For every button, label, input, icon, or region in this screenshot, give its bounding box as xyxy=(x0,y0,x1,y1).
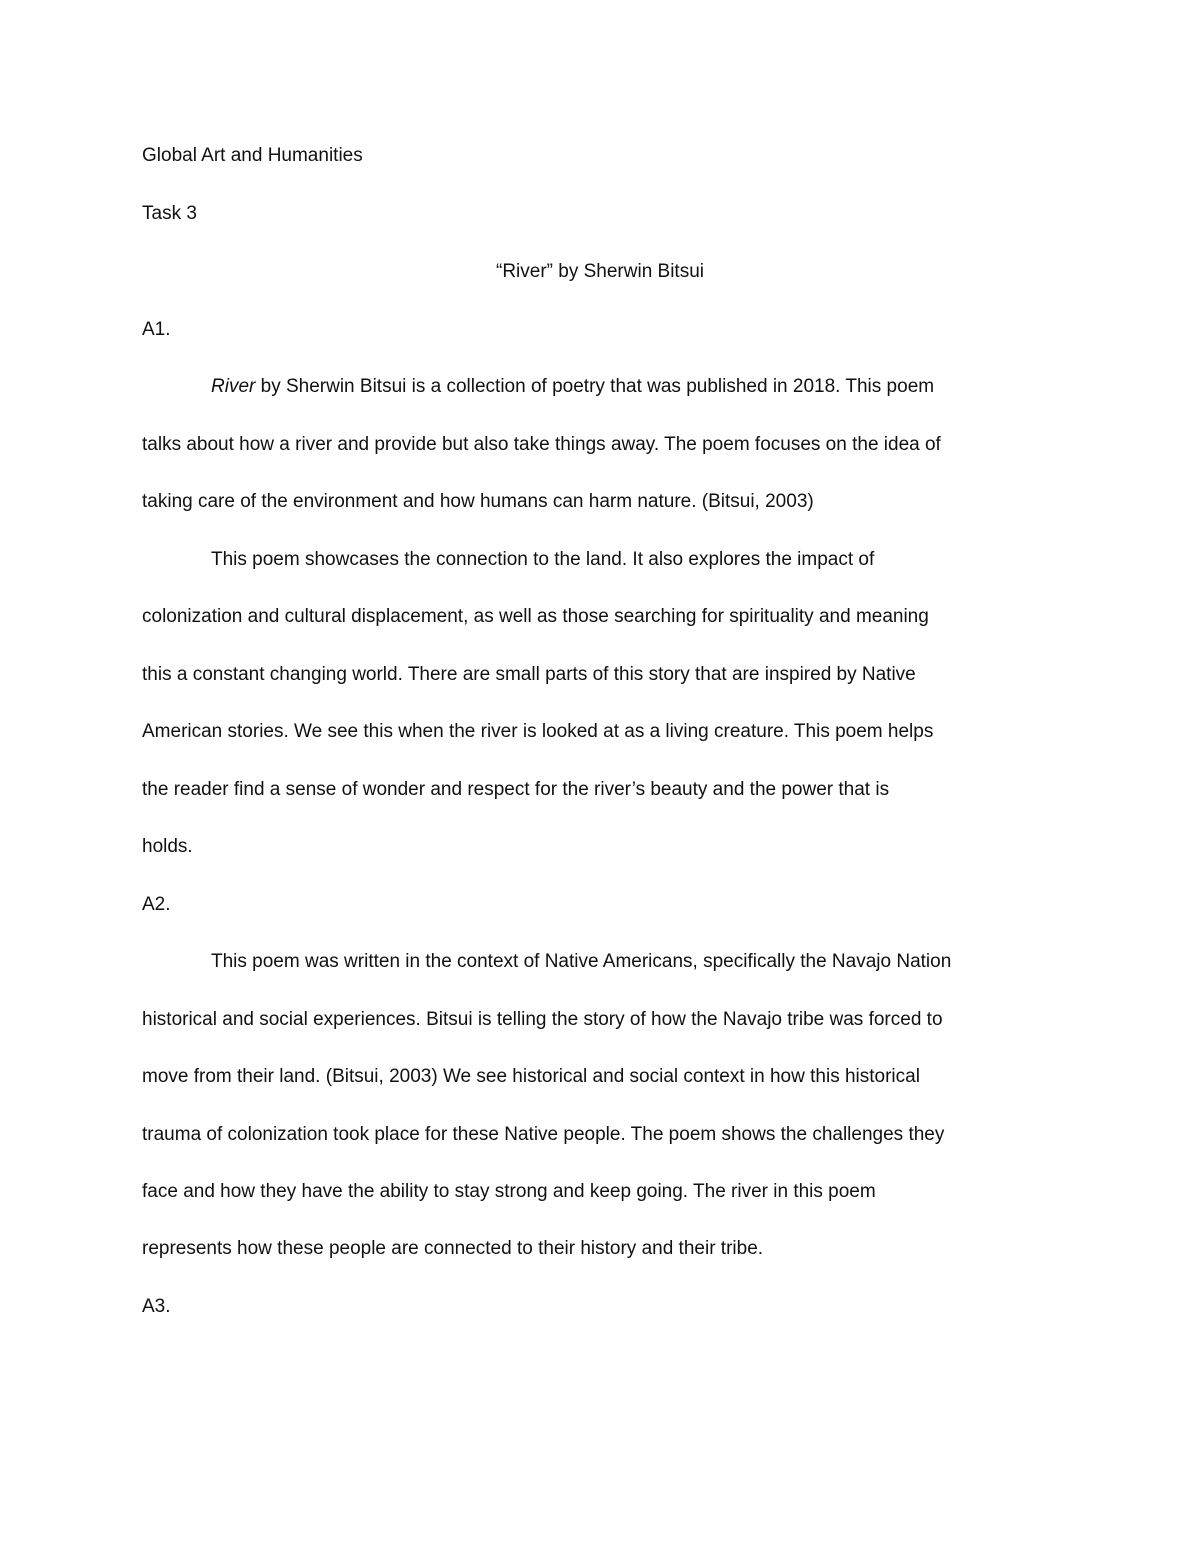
a1-paragraph2-line1: This poem showcases the connection to the land. It also explores the impact of xyxy=(211,549,875,570)
a1-paragraph2-line5: the reader find a sense of wonder and respect for the river’s beauty and the power that is xyxy=(142,779,890,800)
task-heading: Task 3 xyxy=(142,203,197,224)
a2-paragraph1-line1: This poem was written in the context of Native Americans, specifically the Navajo Nation xyxy=(211,951,952,972)
a1-paragraph2-line4: American stories. We see this when the river is looked at as a living creature. This poem helps xyxy=(142,721,934,742)
a1-p1-line1-text: by Sherwin Bitsui is a collection of poetry that was published in 2018. This poem xyxy=(255,376,935,397)
a2-paragraph1-line5: face and how they have the ability to stay strong and keep going. The river in this poem xyxy=(142,1181,876,1202)
poem-title-italic: River xyxy=(211,376,256,397)
a1-paragraph1-line1 xyxy=(211,375,934,399)
a2-paragraph1-line6: represents how these people are connected to their history and their tribe. xyxy=(142,1238,764,1259)
a1-paragraph2-line3: this a constant changing world. There are small parts of this story that are inspired by Native xyxy=(142,664,916,685)
a1-paragraph1-line2: talks about how a river and provide but also take things away. The poem focuses on the idea of xyxy=(142,434,941,455)
section-label-a1: A1. xyxy=(142,319,171,340)
a2-paragraph1-line4: trauma of colonization took place for these Native people. The poem shows the challenges they xyxy=(142,1124,945,1145)
a2-paragraph1-line2: historical and social experiences. Bitsui is telling the story of how the Navajo tribe was forced to xyxy=(142,1009,943,1030)
section-label-a3: A3. xyxy=(142,1296,171,1317)
a2-paragraph1-line3: move from their land. (Bitsui, 2003) We see historical and social context in how this historical xyxy=(142,1066,920,1087)
course-heading: Global Art and Humanities xyxy=(142,145,363,166)
a1-paragraph2-line6: holds. xyxy=(142,836,193,857)
a1-paragraph2-line2: colonization and cultural displacement, as well as those searching for spirituality and meaning xyxy=(142,606,929,627)
essay-title: “River” by Sherwin Bitsui xyxy=(496,261,704,282)
a1-paragraph1-line3: taking care of the environment and how humans can harm nature. (Bitsui, 2003) xyxy=(142,491,814,512)
section-label-a2: A2. xyxy=(142,894,171,915)
